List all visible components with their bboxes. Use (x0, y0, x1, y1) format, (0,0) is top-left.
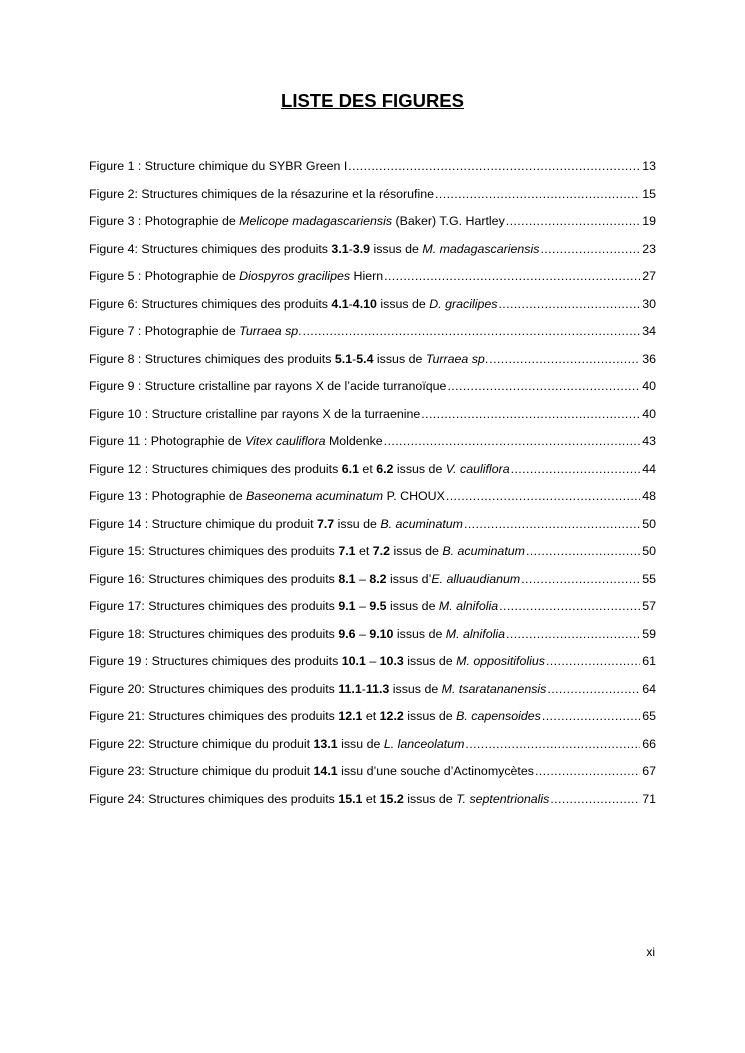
compound-number: 10.3 (379, 654, 404, 668)
compound-number: 15.2 (379, 791, 404, 806)
figure-entry-page-number: 66 (642, 736, 656, 751)
caption-text: Figure 17: Structures chimiques des produits (89, 599, 339, 613)
compound-number: 4.10 (352, 296, 377, 311)
compound-number: 9.6 (338, 626, 356, 641)
caption-text: issus de (403, 654, 457, 668)
species-name: Melicope madagascariensis (239, 214, 393, 228)
caption-text: issus de (403, 791, 457, 806)
dot-leader (511, 462, 641, 476)
species-name: M. tsaratananensis (441, 681, 547, 696)
figure-list-entry[interactable] (89, 434, 656, 462)
figure-entry-caption (89, 324, 302, 338)
caption-text: - (348, 296, 353, 311)
figure-entry-caption (89, 544, 525, 558)
figure-entry-page-number: 36 (642, 351, 656, 366)
figure-entry-page-number: 30 (642, 296, 656, 311)
caption-text: issu de (334, 516, 381, 531)
dot-leader (499, 599, 640, 613)
caption-text: Figure 22: Structure chimique du produit (89, 736, 314, 751)
dot-leader (506, 214, 640, 228)
compound-number: 3.1 (331, 241, 349, 256)
figure-entry-page-number: 50 (642, 544, 656, 558)
dot-leader (348, 159, 640, 173)
figure-entry-page-number: 65 (642, 709, 656, 723)
compound-number: 5.4 (356, 351, 374, 366)
figure-entry-page-number: 13 (642, 159, 656, 173)
compound-number: 13.1 (313, 736, 338, 751)
caption-text: issus d’ (386, 571, 432, 586)
dot-leader (446, 489, 640, 503)
dot-leader (384, 269, 640, 283)
figure-entry-caption (89, 297, 497, 311)
figure-entry-page-number: 50 (642, 516, 656, 531)
caption-text: P. CHOUX (383, 489, 445, 503)
figure-entry-page-number: 71 (642, 791, 656, 806)
caption-text: et (362, 709, 380, 723)
caption-text: Figure 21: Structures chimiques des produits (89, 709, 339, 723)
compound-number: 3.9 (352, 241, 371, 256)
compound-number: 8.1 (338, 571, 356, 586)
dot-leader (521, 572, 640, 586)
caption-text: Figure 8 : Structures chimiques des produits (89, 351, 335, 366)
dot-leader (303, 324, 641, 338)
figure-entry-caption (89, 434, 383, 448)
figure-entry-page-number: 61 (642, 654, 656, 668)
caption-text: Figure 12 : Structures chimiques des produits (89, 461, 342, 476)
dot-leader (535, 764, 640, 778)
figure-list-entry[interactable] (89, 352, 656, 380)
species-name: Diospyros gracilipes (239, 269, 351, 283)
figure-list-entry[interactable] (89, 682, 656, 710)
dot-leader (506, 627, 640, 641)
dot-leader (464, 517, 640, 531)
caption-text: issus de (403, 709, 457, 723)
figure-entry-page-number: 59 (642, 626, 656, 641)
figure-entry-caption (89, 572, 520, 586)
caption-text: issus de (390, 544, 443, 558)
dot-leader (435, 187, 640, 201)
caption-text: Figure 10 : Structure cristalline par rayons X de la turraenine (89, 406, 421, 421)
compound-number: 12.1 (338, 709, 363, 723)
compound-number: 11.3 (365, 681, 390, 696)
figure-list-entry[interactable] (89, 627, 656, 655)
figure-list-entry[interactable] (89, 407, 656, 435)
figure-list-entry[interactable] (89, 737, 656, 765)
caption-text: Figure 3 : Photographie de (89, 214, 240, 228)
figure-entry-page-number: 67 (642, 764, 656, 778)
caption-text: issus de (393, 626, 446, 641)
caption-text: Figure 15: Structures chimiques des produits (89, 544, 339, 558)
figure-list-entry[interactable] (89, 709, 656, 737)
figure-list-entry[interactable] (89, 297, 656, 325)
compound-number: 8.2 (369, 571, 387, 586)
caption-text: Figure 18: Structures chimiques des produits (89, 626, 339, 641)
figure-list-entry[interactable] (89, 517, 656, 545)
species-name: B. acuminatum (442, 544, 525, 558)
species-name: Turraea sp (425, 351, 485, 366)
caption-text: issus de (389, 681, 442, 696)
figure-list-entry[interactable] (89, 572, 656, 600)
species-name: M. oppositifolius (456, 654, 545, 668)
compound-number: 7.7 (316, 516, 335, 531)
caption-text: issu de (337, 736, 384, 751)
figure-list-entry[interactable] (89, 489, 656, 517)
figure-list-entry[interactable] (89, 214, 656, 242)
dot-leader (526, 544, 640, 558)
species-name: E. alluaudianum (431, 571, 521, 586)
caption-text: issus de (373, 351, 426, 366)
caption-text: issus de (393, 461, 446, 476)
figure-entry-caption (89, 407, 420, 421)
caption-text: Hiern (350, 269, 384, 283)
figure-entry-caption (89, 379, 446, 393)
figure-entry-page-number: 34 (642, 324, 656, 338)
figure-entry-caption (89, 214, 505, 228)
caption-text: – (365, 654, 380, 668)
figure-list-entry[interactable] (89, 462, 656, 490)
caption-text: Figure 24: Structures chimiques des produits (89, 791, 339, 806)
figure-entry-caption (89, 792, 549, 806)
caption-text: Figure 11 : Photographie de (89, 434, 246, 448)
compound-number: 9.5 (369, 599, 387, 613)
figure-entry-page-number: 23 (642, 241, 656, 256)
species-name: M. alnifolia (445, 626, 506, 641)
species-name: Baseonema acuminatum (246, 489, 384, 503)
caption-text: - (352, 351, 357, 366)
figure-entry-caption (89, 627, 505, 641)
figure-entry-caption (89, 709, 541, 723)
page-number: xi (646, 945, 655, 959)
species-name: Turraea sp (239, 324, 299, 338)
caption-text: issus de (376, 296, 430, 311)
caption-text: Figure 6: Structures chimiques des produits (89, 296, 332, 311)
compound-number: 15.1 (338, 791, 363, 806)
figure-entry-page-number: 40 (642, 379, 656, 393)
caption-text: Figure 16: Structures chimiques des produits (89, 571, 339, 586)
figure-entry-page-number: 57 (642, 599, 656, 613)
caption-text: Figure 1 : Structure chimique du SYBR Green I (89, 159, 348, 173)
compound-number: 12.2 (379, 709, 404, 723)
compound-number: 9.10 (369, 626, 394, 641)
compound-number: 7.2 (372, 544, 390, 558)
compound-number: 9.1 (338, 599, 356, 613)
figure-list-entry[interactable] (89, 544, 656, 572)
dot-leader (498, 297, 640, 311)
caption-text: - (348, 241, 353, 256)
caption-text: – (355, 571, 370, 586)
caption-text: - (361, 681, 366, 696)
figure-entry-caption (89, 599, 498, 613)
dot-leader (489, 352, 640, 366)
caption-text: Figure 20: Structures chimiques des produits (89, 681, 339, 696)
dot-leader (384, 434, 641, 448)
caption-text: Figure 19 : Structures chimiques des produits (89, 654, 342, 668)
caption-text: Figure 2: Structures chimiques de la résazurine et la résorufine (89, 186, 435, 201)
figure-list-entry[interactable] (89, 187, 656, 215)
dot-leader (550, 792, 640, 806)
compound-number: 11.1 (338, 681, 362, 696)
species-name: D. gracilipes (429, 296, 498, 311)
species-name: L. lanceolatum (383, 736, 465, 751)
dot-leader (542, 709, 640, 723)
species-name: Vitex cauliflora (245, 434, 326, 448)
caption-text: Figure 9 : Structure cristalline par rayons X de l’acide turranoïque (89, 379, 447, 393)
figure-entry-page-number: 44 (642, 461, 656, 476)
figure-entry-caption (89, 462, 510, 476)
caption-text: (Baker) T.G. Hartley (392, 214, 505, 228)
figure-entry-page-number: 55 (642, 571, 656, 586)
figure-entry-page-number: 64 (642, 681, 656, 696)
figure-entry-page-number: 19 (642, 214, 656, 228)
figure-entry-caption (89, 187, 434, 201)
figure-list-entry[interactable] (89, 242, 656, 270)
species-name: T. septentrionalis (456, 791, 550, 806)
caption-text: Figure 4: Structures chimiques des produits (89, 241, 332, 256)
caption-text: – (355, 626, 370, 641)
caption-text: Figure 23: Structure chimique du produit (89, 764, 314, 778)
page-title: LISTE DES FIGURES (281, 90, 464, 111)
dot-leader (447, 379, 640, 393)
compound-number: 7.1 (338, 544, 356, 558)
figure-entry-caption (89, 159, 347, 173)
figure-list-entry[interactable] (89, 599, 656, 627)
figure-entry-caption (89, 737, 464, 751)
figure-list-entry[interactable] (89, 654, 656, 682)
species-name: M. madagascariensis (422, 241, 540, 256)
compound-number: 4.1 (331, 296, 349, 311)
caption-text: . (484, 351, 489, 366)
figure-entry-caption (89, 242, 539, 256)
caption-text: issus de (370, 241, 423, 256)
figure-entry-page-number: 27 (642, 269, 656, 283)
dot-leader (421, 407, 640, 421)
figure-list (89, 159, 656, 819)
figure-entry-page-number: 15 (642, 186, 656, 201)
figure-list-entry[interactable] (89, 379, 656, 407)
species-name: V. cauliflora (445, 461, 510, 476)
figure-list-entry[interactable] (89, 764, 656, 792)
caption-text: et (362, 791, 380, 806)
caption-text: Moldenke (325, 434, 383, 448)
dot-leader (540, 242, 640, 256)
compound-number: 6.1 (341, 461, 359, 476)
figure-entry-caption (89, 764, 534, 778)
figure-entry-caption (89, 654, 545, 668)
figure-entry-caption (89, 352, 488, 366)
compound-number: 10.1 (341, 654, 366, 668)
figure-entry-caption (89, 517, 463, 531)
figure-entry-caption (89, 489, 445, 503)
figure-entry-page-number: 48 (642, 489, 656, 503)
caption-text: Figure 5 : Photographie de (89, 269, 240, 283)
compound-number: 6.2 (376, 461, 394, 476)
caption-text: et (358, 461, 377, 476)
caption-text: et (355, 544, 373, 558)
dot-leader (547, 682, 640, 696)
figure-entry-caption (89, 269, 383, 283)
figure-entry-page-number: 40 (642, 406, 656, 421)
dot-leader (465, 737, 640, 751)
figure-entry-page-number: 43 (642, 434, 656, 448)
caption-text: Figure 7 : Photographie de (89, 324, 240, 338)
figure-entry-caption (89, 682, 546, 696)
caption-text: – (355, 599, 370, 613)
figure-list-entry[interactable] (89, 269, 656, 297)
compound-number: 14.1 (313, 764, 338, 778)
compound-number: 5.1 (334, 351, 353, 366)
species-name: B. acuminatum (380, 516, 463, 531)
species-name: M. alnifolia (438, 599, 499, 613)
figure-list-entry[interactable] (89, 324, 656, 352)
caption-text: Figure 14 : Structure chimique du produit (89, 516, 317, 531)
figure-list-entry[interactable] (89, 159, 656, 187)
dot-leader (546, 654, 640, 668)
figure-list-entry[interactable] (89, 792, 656, 820)
species-name: B. capensoides (456, 709, 541, 723)
caption-text: issu d’une souche d’Actinomycètes (337, 764, 534, 778)
caption-text: issus de (386, 599, 439, 613)
caption-text: . (298, 324, 302, 338)
caption-text: Figure 13 : Photographie de (89, 489, 247, 503)
